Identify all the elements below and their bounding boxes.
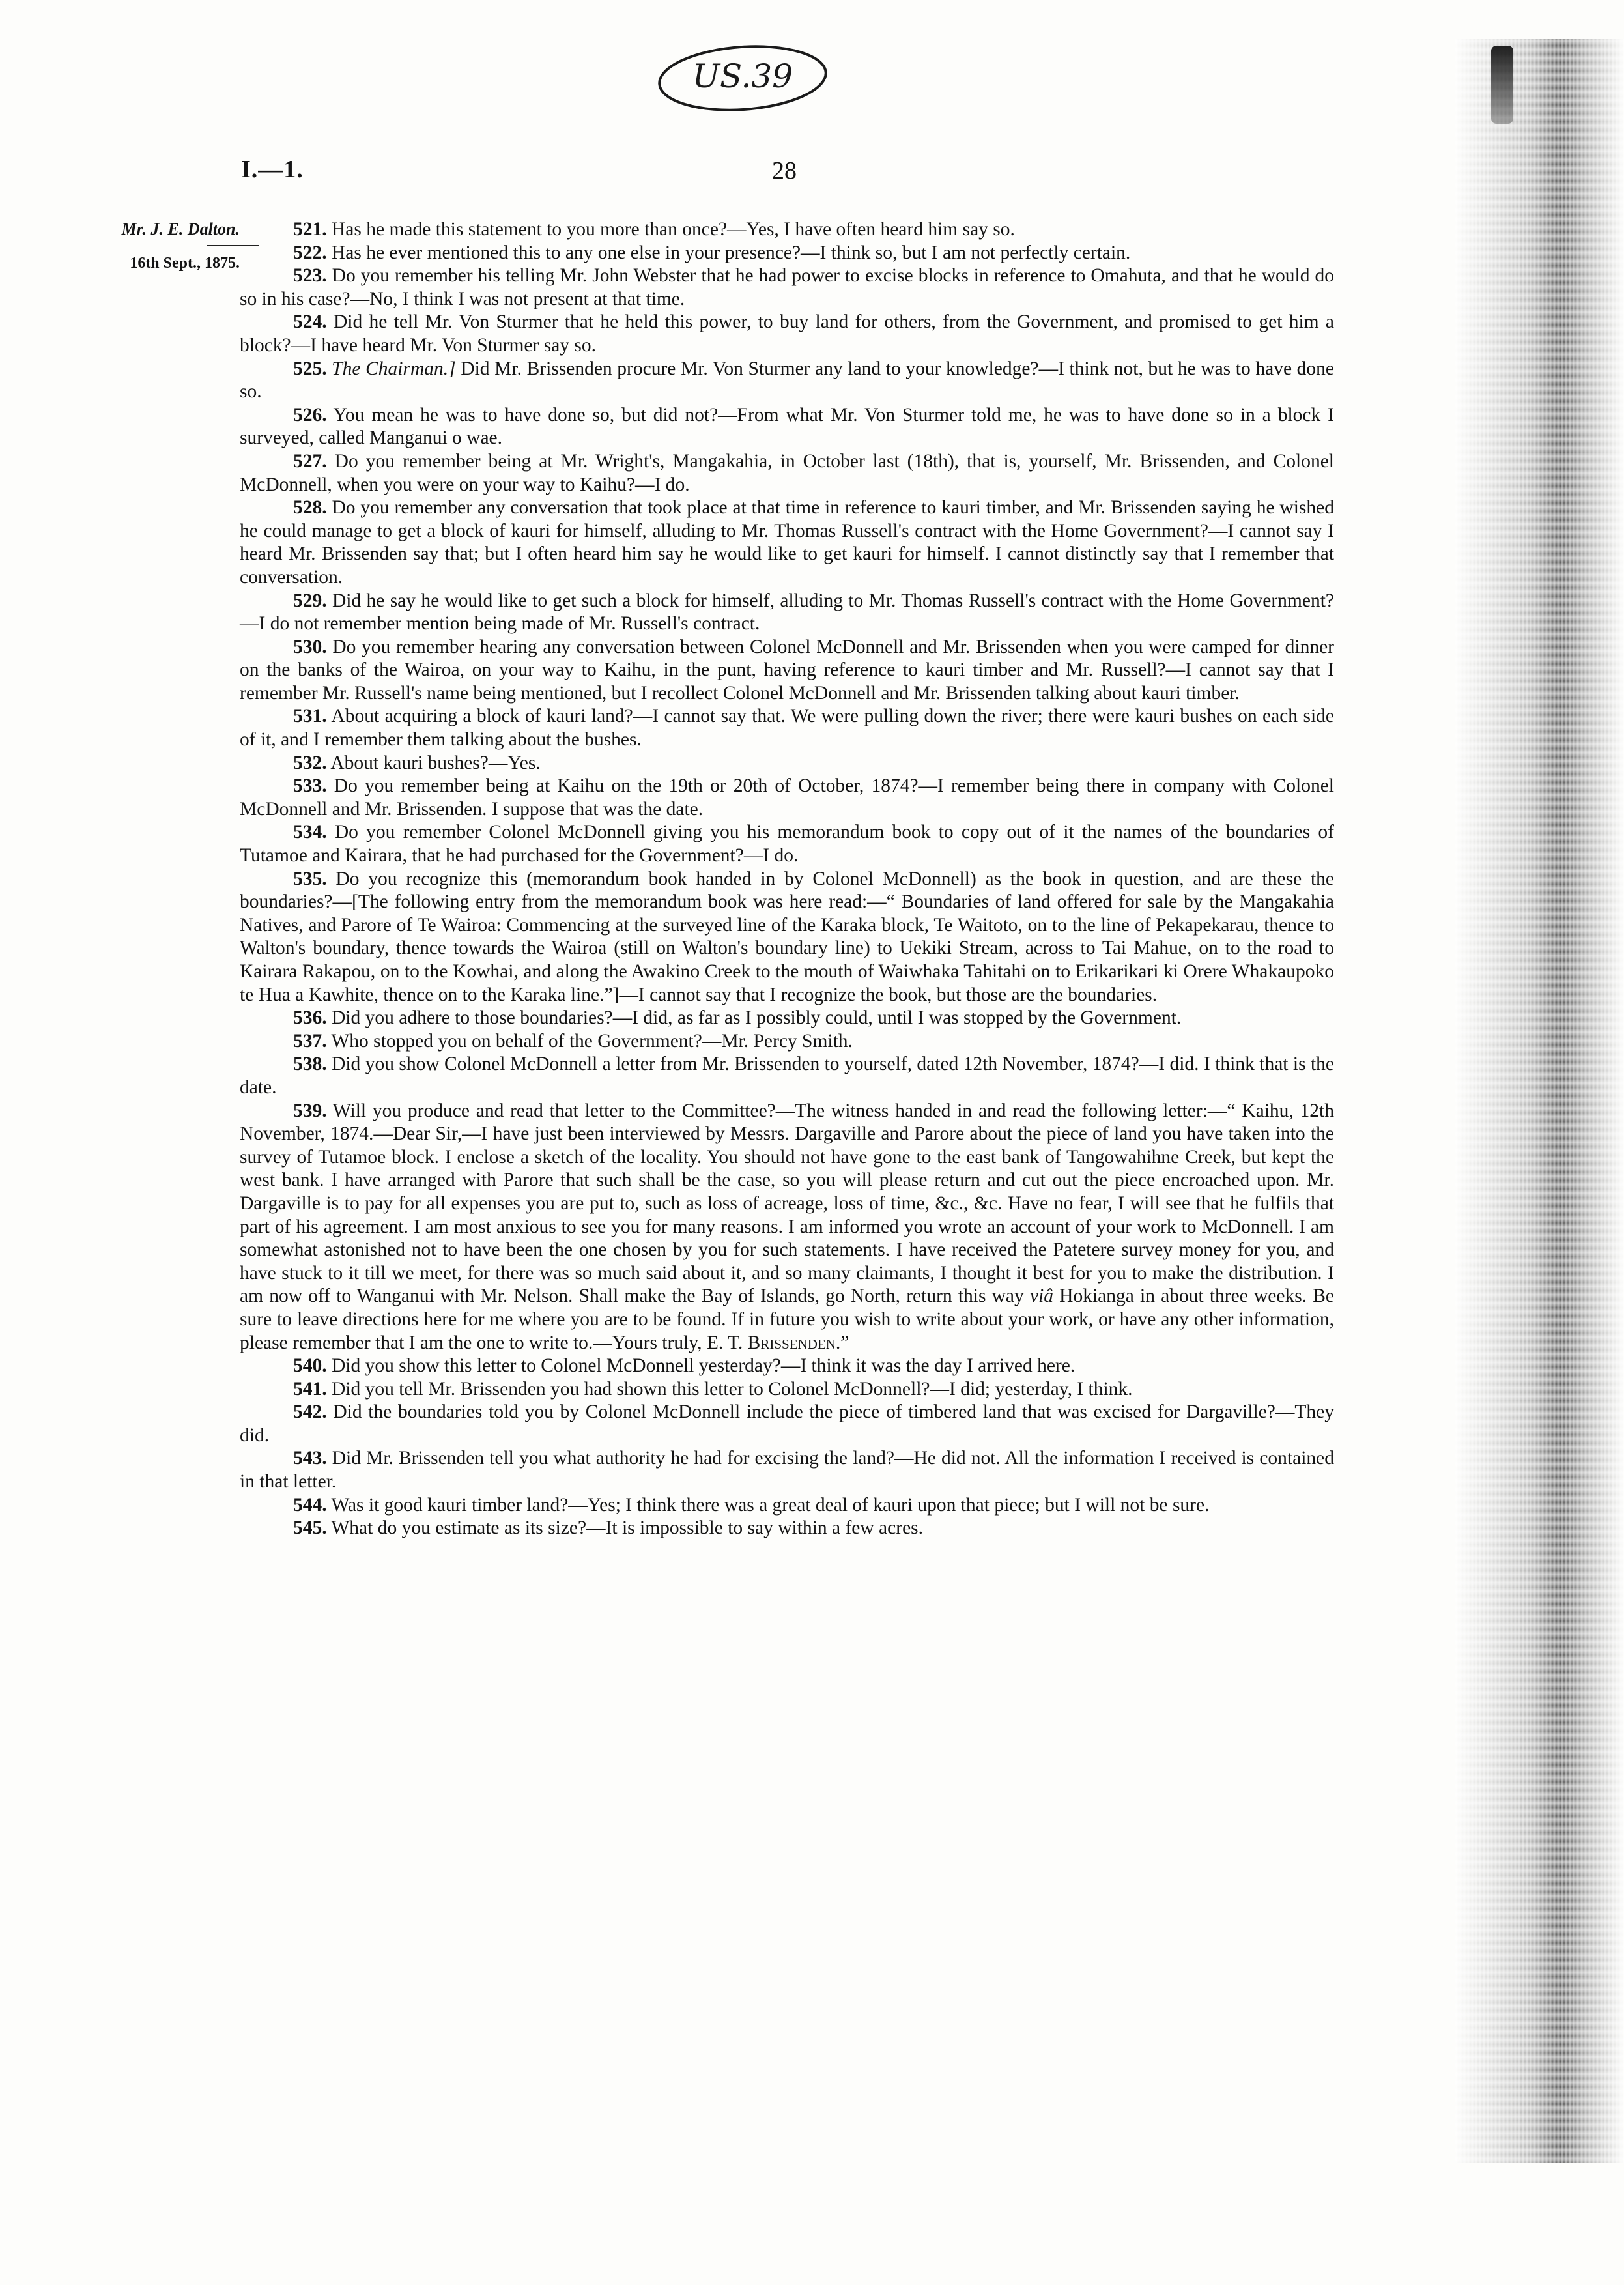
witness-name: Mr. J. E. Dalton. — [121, 220, 240, 238]
question-522: 522. Has he ever mentioned this to any one else in your presence?—I think so, but I am not perfectly certain. — [293, 242, 1131, 263]
page-number: 28 — [772, 157, 797, 184]
question-545: 545. What do you estimate as its size?—It is impossible to say within a few acres. — [293, 1517, 924, 1539]
letter-signature: Brissenden — [747, 1332, 836, 1353]
question-533: 533. Do you remember being at Kaihu on the 19th or 20th of October, 1874?—I remember being there in company with Colonel McDonnell and Mr. Brissenden. I suppose that was the date. — [240, 775, 1334, 820]
question-544: 544. Was it good kauri timber land?—Yes; I think there was a great deal of kauri upon that piece; but I will not be sure. — [293, 1494, 1210, 1516]
via-word: viâ — [1029, 1286, 1053, 1307]
question-540: 540. Did you show this letter to Colonel McDonnell yesterday?—I think it was the day I arrived here. — [293, 1355, 1076, 1377]
handwritten-oval-annotation — [655, 40, 831, 119]
scan-edge-shadow — [1455, 39, 1624, 2163]
question-541: 541. Did you tell Mr. Brissenden you had shown this letter to Colonel McDonnell?—I did; yesterday, I think. — [293, 1378, 1133, 1400]
question-537: 537. Who stopped you on behalf of the Government?—Mr. Percy Smith. — [293, 1030, 853, 1052]
question-543: 543. Did Mr. Brissenden tell you what authority he had for excising the land?—He did not. All the information I received is contained in that letter. — [240, 1448, 1335, 1493]
question-524: 524. Did he tell Mr. Von Sturmer that he held this power, to buy land for others, from the Government, and promised to get him a block?—I have heard Mr. Von Sturmer say so. — [240, 311, 1335, 356]
question-531: 531. About acquiring a block of kauri land?—I cannot say that. We were pulling down the river; there were kauri bushes on each side of it, and I remember them talking about the bushes. — [240, 706, 1334, 751]
question-523: 523. Do you remember his telling Mr. John Webster that he had power to excise blocks in reference to Omahuta, and that he would do so in his case?—No, I think I was not present at that time. — [240, 265, 1334, 309]
evidence-body — [240, 218, 1334, 1540]
scan-edge-mark — [1491, 46, 1513, 124]
question-539: 539. Will you produce and read that letter to the Committee?—The witness handed in and read the following letter:—“ Kaihu, 12th November, 1874.—Dear Sir,—I have just been interviewed by Messrs. Dargaville and Parore about the piece of land you have taken into the survey of Tutamoe block. I enclose a sketch of the locality. You should not have gone to the east bank of Tangowahihne Creek, but kept the west bank. I have arranged with Parore that such shall be the case, so you will please return and cut out the piece encroached upon. Mr. Dargaville is to pay for all expenses you are put to, such as loss of acreage, loss of time, &c., &c. Have no fear, I will see that he fulfils that part of his agreement. I am most anxious to see you for many reasons. I am informed you wrote an account of your work to McDonnell. I am somewhat astonished not to have been the one chosen by you for such statements. I have received the Patetere survey money for you, and have stuck to it till we meet, for there was so much said about it, and so many claimants, I thought it best for you to make the distribution. I am now off to Wanganui with Mr. Nelson. Shall make the Bay of Islands, go North, return this way viâ Hokianga in about three weeks. Be sure to leave directions here for me where you are to be found. If in future you wish to write about your work, or have any other information, please remember that I am the one to write to.—Yours truly, E. T. Brissenden.” — [240, 1100, 1335, 1353]
question-534: 534. Do you remember Colonel McDonnell giving you his memorandum book to copy out of it the names of the boundaries of Tutamoe and Kairara, that he had purchased for the Government?—I do. — [240, 822, 1335, 867]
question-525: 525. The Chairman.] Did Mr. Brissenden procure Mr. Von Sturmer any land to your knowledge?—I think not, but he was to have done so. — [240, 358, 1335, 403]
question-521: 521. Has he made this statement to you more than once?—Yes, I have often heard him say so. — [293, 219, 1015, 240]
question-526: 526. You mean he was to have done so, but did not?—From what Mr. Von Sturmer told me, he was to have done so in a block I surveyed, called Manganui o wae. — [240, 404, 1335, 449]
question-538: 538. Did you show Colonel McDonnell a letter from Mr. Brissenden to yourself, dated 12th November, 1874?—I did. I think that is the date. — [240, 1054, 1335, 1098]
question-529: 529. Did he say he would like to get such a block for himself, alluding to Mr. Thomas Russell's contract with the Home Government?—I do not remember mention being made of Mr. Russell's contract. — [240, 590, 1334, 635]
speaker-label: The Chairman.] — [332, 358, 456, 379]
question-536: 536. Did you adhere to those boundaries?—I did, as far as I possibly could, until I was stopped by the Government. — [293, 1007, 1182, 1029]
question-528: 528. Do you remember any conversation that took place at that time in reference to kauri timber, and Mr. Brissenden saying he wished he could manage to get a block of kauri for himself, alluding to Mr. Thomas Russell's contract with the Home Government?—I cannot say I heard Mr. Brissenden say that; but I often heard him say he would like to get kauri for himself. I cannot distinctly say that I remember that conversation. — [240, 497, 1334, 588]
document-code: I.—1. — [241, 156, 304, 183]
handwritten-note-text: US.39 — [692, 57, 793, 95]
question-527: 527. Do you remember being at Mr. Wright's, Mangakahia, in October last (18th), that is, yourself, Mr. Brissenden, and Colonel McDonnell, when you were on your way to Kaihu?—I do. — [240, 450, 1334, 495]
question-530: 530. Do you remember hearing any conversation between Colonel McDonnell and Mr. Brissenden when you were camped for dinner on the banks of the Wairoa, on your way to Kaihu, in the punt, having reference to kauri timber and Mr. Russell?—I cannot say that I remember Mr. Russell's name being mentioned, but I recollect Colonel McDonnell and Mr. Brissenden talking about kauri timber. — [240, 636, 1334, 704]
question-542: 542. Did the boundaries told you by Colonel McDonnell include the piece of timbered land that was excised for Dargaville?—They did. — [240, 1401, 1335, 1446]
question-532: 532. About kauri bushes?—Yes. — [293, 752, 541, 773]
hearing-date: 16th Sept., 1875. — [130, 255, 240, 272]
margin-note — [70, 215, 240, 278]
question-535: 535. Do you recognize this (memorandum book handed in by Colonel McDonnell) as the book in question, and are these the boundaries?—[The following entry from the memorandum book was here read:—“ Boundaries of land offered for sale by the Mangakahia Natives, and Parore of Te Wairoa: Commencing at the surveyed line of the Karaka block, Te Waitoto, on to the line of Pekapekarau, thence to Walton's boundary, thence towards the Wairoa (still on Walton's boundary line) to Uekiki Stream, across to Tai Mahue, on to the road to Kairara Rakapou, on to the Kowhai, and along the Awakino Creek to the mouth of Waiwhaka Tahitahi on to Erikarikari ki Orere Whakaupoko te Hua a Kawhite, thence on to the Karaka line.”]—I cannot say that I recognize the book, but those are the boundaries. — [240, 868, 1335, 1005]
